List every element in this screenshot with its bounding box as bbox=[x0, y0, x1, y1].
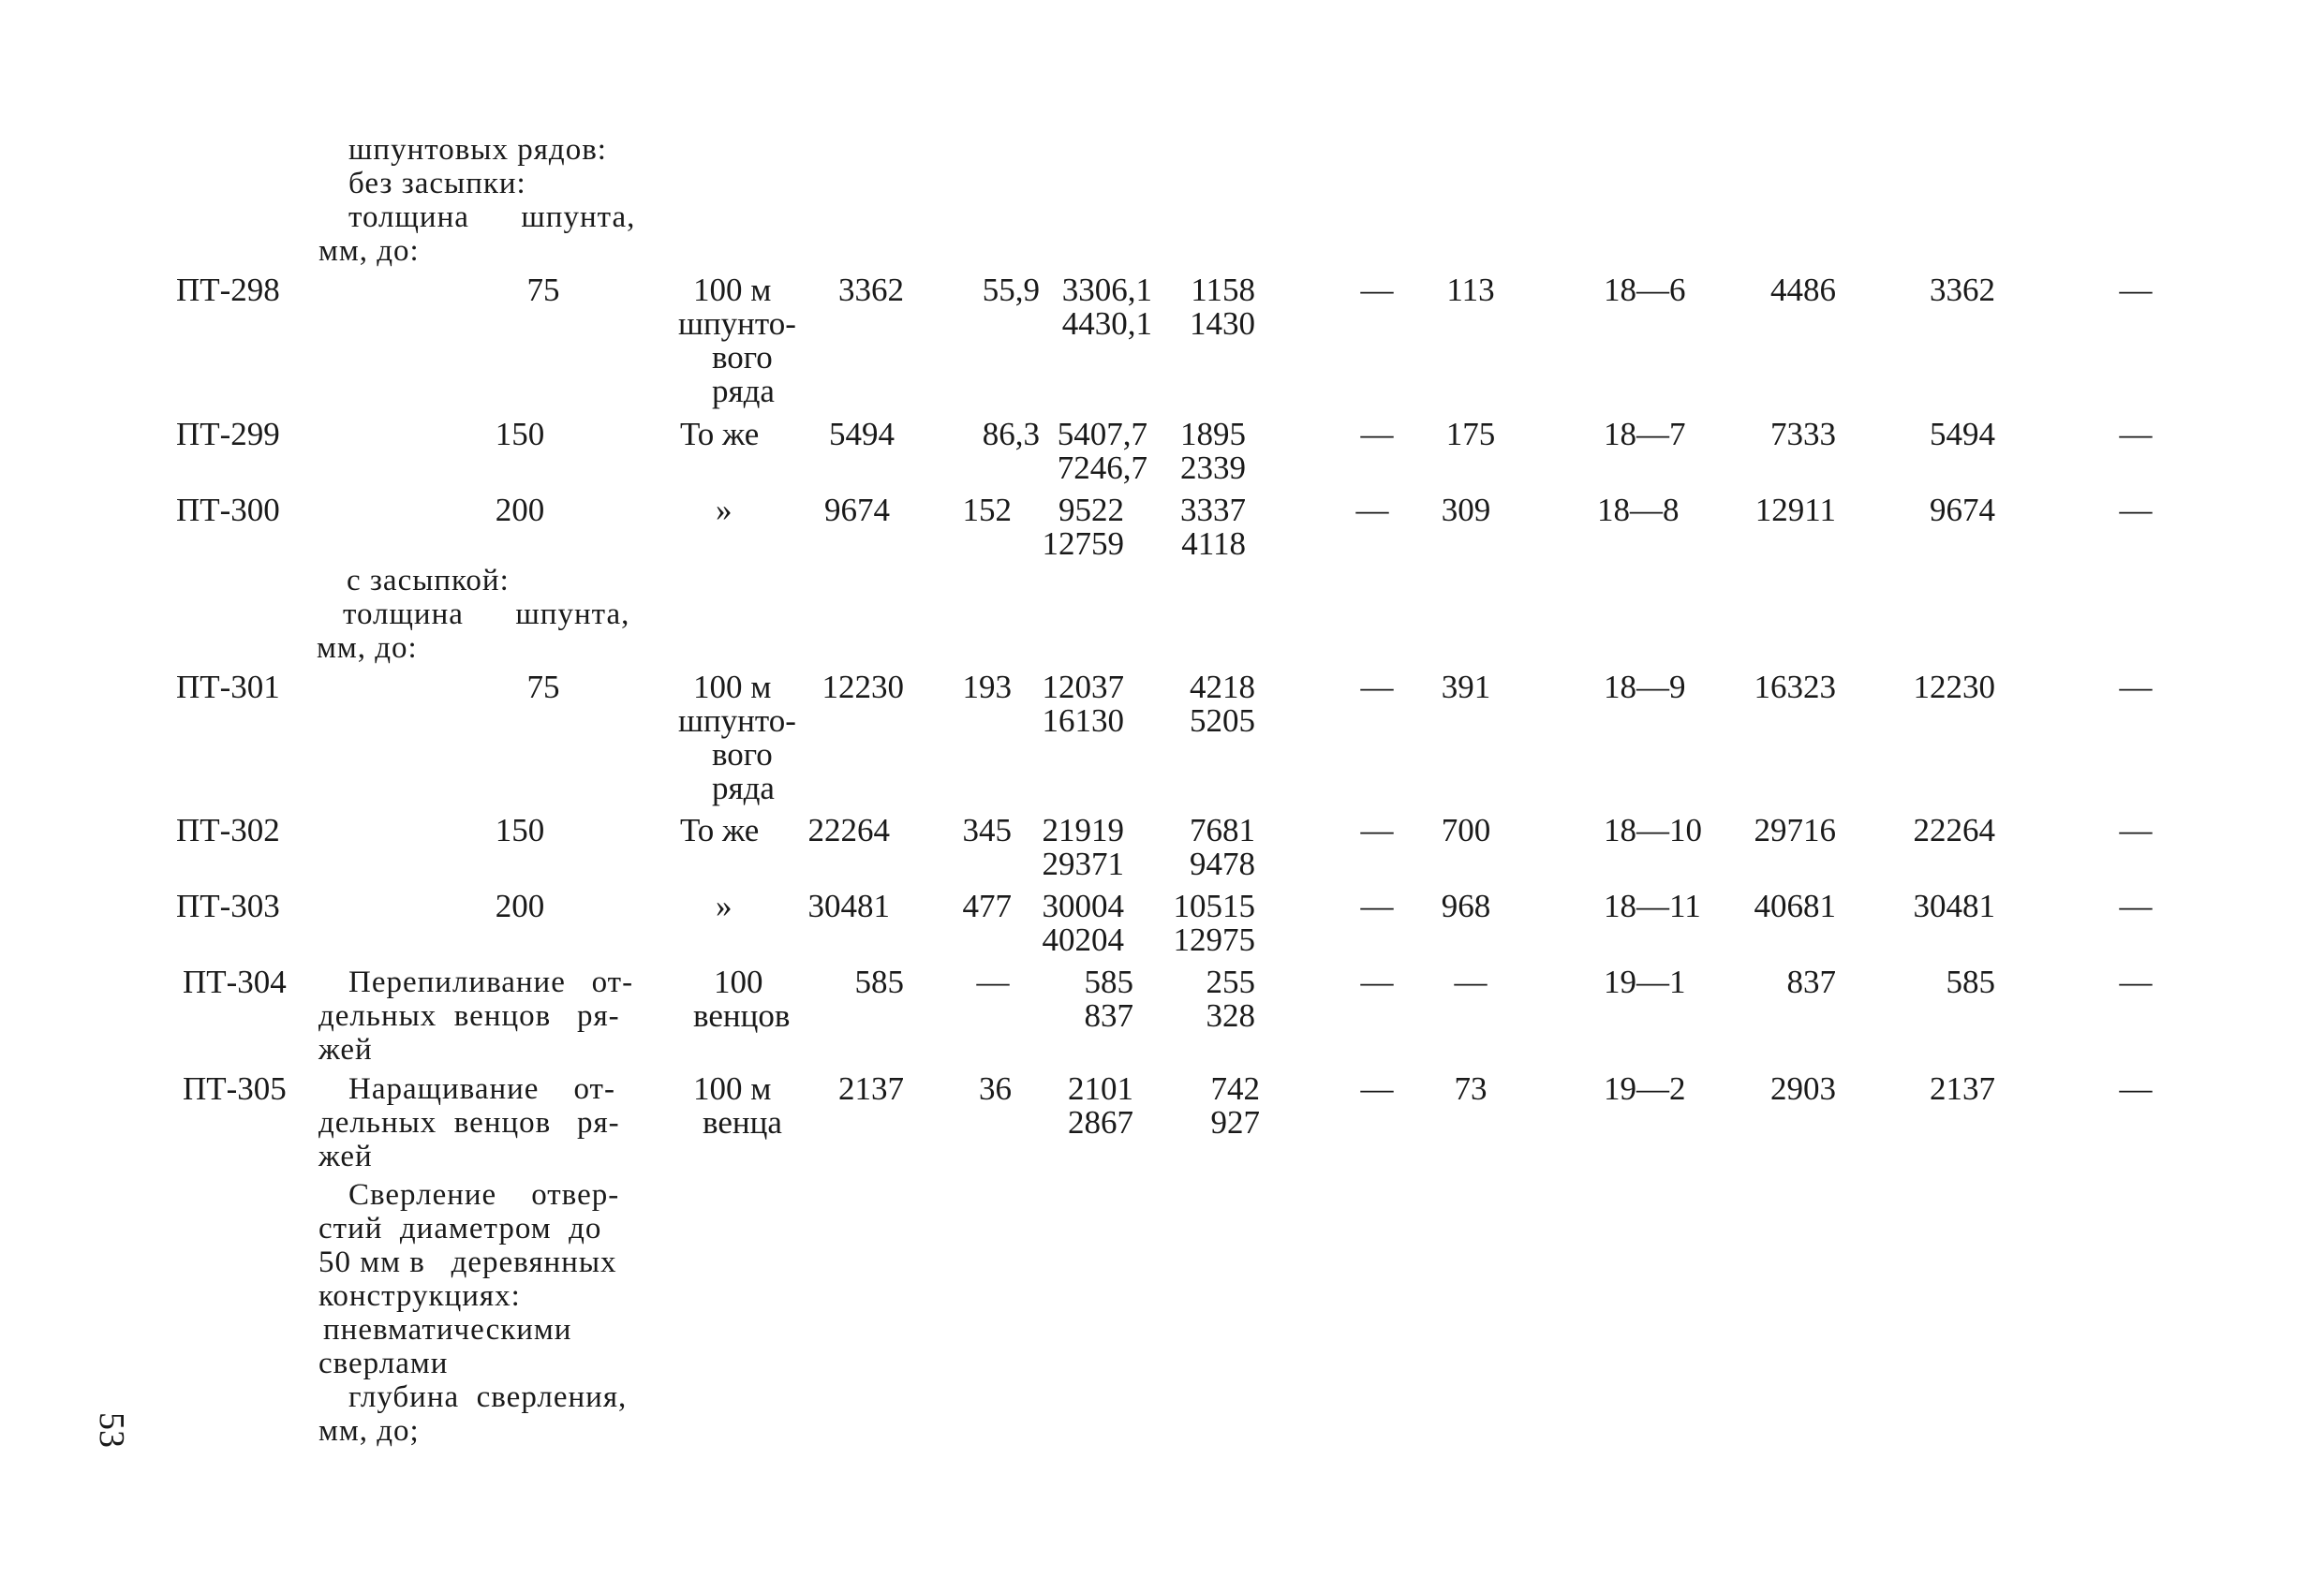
row-desc: дельных венцов ря- bbox=[318, 1106, 620, 1140]
row-c4: 9478 bbox=[1190, 846, 1255, 882]
row-c3: 3306,1 bbox=[1061, 272, 1152, 308]
row-c7: 19—1 bbox=[1604, 964, 1686, 1000]
section-text: мм, до: bbox=[317, 631, 418, 665]
row-c6: 113 bbox=[1446, 272, 1495, 308]
row-c7: 19—2 bbox=[1604, 1070, 1686, 1107]
row-c10: — bbox=[2119, 272, 2153, 308]
row-c4: 12975 bbox=[1173, 921, 1255, 958]
row-c8: 2903 bbox=[1770, 1070, 1836, 1107]
row-c5: — bbox=[1360, 812, 1394, 848]
row-c7: 18—10 bbox=[1604, 812, 1702, 848]
row-c7: 18—7 bbox=[1604, 416, 1686, 452]
row-unit: 100 bbox=[714, 964, 763, 1000]
row-c8: 29716 bbox=[1754, 812, 1836, 848]
section-text: 50 мм в деревянных bbox=[318, 1246, 617, 1279]
row-c1: 3362 bbox=[838, 272, 904, 308]
row-c7: 18—11 bbox=[1604, 888, 1701, 924]
section-text: глубина сверления, bbox=[348, 1380, 628, 1414]
row-c3: 40204 bbox=[1042, 921, 1124, 958]
row-c6: 391 bbox=[1441, 669, 1491, 705]
row-unit: То же bbox=[680, 812, 760, 848]
row-c9: 12230 bbox=[1913, 669, 1995, 705]
row-code: ПТ-301 bbox=[176, 669, 280, 705]
row-c3: 2101 bbox=[1068, 1070, 1133, 1107]
row-c3: 9522 bbox=[1058, 492, 1124, 528]
row-desc: жей bbox=[318, 1140, 373, 1173]
row-code: ПТ-304 bbox=[183, 964, 287, 1000]
row-c4: 927 bbox=[1210, 1104, 1260, 1141]
row-c9: 3362 bbox=[1930, 272, 1995, 308]
section-text: Сверление отвер- bbox=[348, 1178, 620, 1212]
row-desc: Наращивание от- bbox=[348, 1072, 615, 1106]
row-c4: 742 bbox=[1210, 1070, 1260, 1107]
row-c1: 22264 bbox=[807, 812, 890, 848]
row-c8: 837 bbox=[1786, 964, 1836, 1000]
row-c2: 193 bbox=[962, 669, 1012, 705]
row-unit: 100 м bbox=[693, 272, 772, 308]
row-c4: 7681 bbox=[1190, 812, 1255, 848]
row-unit: » bbox=[716, 492, 733, 528]
section-text: стий диаметром до bbox=[318, 1212, 602, 1246]
section-text: мм, до; bbox=[318, 1414, 420, 1448]
row-c10: — bbox=[2119, 964, 2153, 1000]
row-desc: дельных венцов ря- bbox=[318, 999, 620, 1033]
row-c4: 4118 bbox=[1181, 525, 1246, 562]
row-c7: 18—8 bbox=[1597, 492, 1680, 528]
row-desc: Перепиливание от- bbox=[348, 966, 634, 999]
row-c5: — bbox=[1360, 964, 1394, 1000]
row-c6: — bbox=[1454, 964, 1488, 1000]
row-c3: 21919 bbox=[1042, 812, 1124, 848]
row-desc: 150 bbox=[495, 812, 545, 848]
row-desc: жей bbox=[318, 1033, 373, 1067]
section-text: толщина шпунта, bbox=[343, 597, 630, 631]
row-c3: 16130 bbox=[1042, 702, 1124, 739]
row-c5: — bbox=[1360, 416, 1394, 452]
row-c6: 175 bbox=[1445, 416, 1496, 452]
row-c8: 7333 bbox=[1770, 416, 1836, 452]
row-c3: 12759 bbox=[1042, 525, 1124, 562]
row-c9: 2137 bbox=[1930, 1070, 1995, 1107]
row-c2: 152 bbox=[962, 492, 1012, 528]
row-c10: — bbox=[2119, 812, 2153, 848]
row-c3: 12037 bbox=[1042, 669, 1124, 705]
row-unit: ряда bbox=[712, 373, 775, 409]
row-c3: 29371 bbox=[1042, 846, 1124, 882]
row-c8: 40681 bbox=[1754, 888, 1836, 924]
section-text: пневматическими bbox=[323, 1313, 572, 1347]
row-c2: — bbox=[976, 964, 1010, 1000]
row-code: ПТ-302 bbox=[176, 812, 280, 848]
row-unit: шпунто- bbox=[678, 305, 796, 342]
row-c4: 255 bbox=[1206, 964, 1255, 1000]
row-c6: 309 bbox=[1441, 492, 1491, 528]
row-c6: 968 bbox=[1441, 888, 1491, 924]
row-c2: 55,9 bbox=[982, 272, 1040, 308]
row-unit: ряда bbox=[712, 770, 775, 806]
row-c1: 30481 bbox=[807, 888, 890, 924]
row-c3: 5407,7 bbox=[1057, 416, 1147, 452]
row-c5: — bbox=[1360, 669, 1394, 705]
row-c4: 328 bbox=[1206, 997, 1255, 1034]
row-c10: — bbox=[2119, 1070, 2153, 1107]
row-c1: 2137 bbox=[838, 1070, 904, 1107]
row-desc: 200 bbox=[495, 888, 545, 924]
row-unit: вого bbox=[712, 339, 773, 376]
section-text: мм, до: bbox=[318, 234, 420, 268]
row-c5: — bbox=[1355, 492, 1389, 528]
row-c4: 1158 bbox=[1191, 272, 1255, 308]
row-c8: 16323 bbox=[1754, 669, 1836, 705]
row-unit: » bbox=[716, 888, 733, 924]
row-c3: 30004 bbox=[1042, 888, 1124, 924]
row-c4: 5205 bbox=[1190, 702, 1255, 739]
row-code: ПТ-299 bbox=[176, 416, 280, 452]
row-code: ПТ-303 bbox=[176, 888, 280, 924]
row-c2: 86,3 bbox=[982, 416, 1040, 452]
row-c3: 7246,7 bbox=[1057, 450, 1147, 486]
page-number: 53 bbox=[92, 1412, 131, 1448]
row-code: ПТ-300 bbox=[176, 492, 280, 528]
row-unit: шпунто- bbox=[678, 702, 796, 739]
row-c6: 73 bbox=[1454, 1070, 1488, 1107]
row-desc: 150 bbox=[495, 416, 545, 452]
row-unit: 100 м bbox=[693, 1070, 772, 1107]
row-desc: 200 bbox=[495, 492, 545, 528]
row-unit: То же bbox=[680, 416, 760, 452]
section-text: сверлами bbox=[318, 1347, 449, 1380]
row-desc: 75 bbox=[526, 272, 560, 308]
row-code: ПТ-305 bbox=[183, 1070, 287, 1107]
row-c5: — bbox=[1360, 272, 1394, 308]
row-c4: 1895 bbox=[1180, 416, 1246, 452]
section-text: шпунтовых рядов: bbox=[348, 133, 607, 167]
row-c3: 2867 bbox=[1068, 1104, 1133, 1141]
row-c7: 18—6 bbox=[1604, 272, 1686, 308]
row-c10: — bbox=[2119, 669, 2153, 705]
row-c9: 30481 bbox=[1913, 888, 1995, 924]
section-text: конструкциях: bbox=[318, 1279, 521, 1313]
row-c10: — bbox=[2119, 416, 2153, 452]
row-c3: 4430,1 bbox=[1061, 305, 1152, 342]
row-unit: вого bbox=[712, 736, 773, 773]
row-desc: 75 bbox=[526, 669, 560, 705]
row-c1: 9674 bbox=[824, 492, 890, 528]
row-c8: 4486 bbox=[1770, 272, 1836, 308]
row-c8: 12911 bbox=[1754, 492, 1836, 528]
row-c4: 4218 bbox=[1190, 669, 1255, 705]
row-c7: 18—9 bbox=[1604, 669, 1686, 705]
row-c1: 12230 bbox=[822, 669, 904, 705]
row-c9: 9674 bbox=[1930, 492, 1995, 528]
row-c1: 585 bbox=[854, 964, 904, 1000]
section-text: толщина шпунта, bbox=[348, 200, 636, 234]
row-c10: — bbox=[2119, 492, 2153, 528]
row-c5: — bbox=[1360, 888, 1394, 924]
row-unit: венцов bbox=[693, 997, 791, 1034]
row-code: ПТ-298 bbox=[176, 272, 280, 308]
row-unit: венца bbox=[703, 1104, 782, 1141]
row-c9: 5494 bbox=[1930, 416, 1995, 452]
row-c6: 700 bbox=[1441, 812, 1491, 848]
row-c1: 5494 bbox=[829, 416, 895, 452]
section-text: с засыпкой: bbox=[347, 564, 510, 597]
row-c2: 477 bbox=[962, 888, 1012, 924]
row-c10: — bbox=[2119, 888, 2153, 924]
row-c4: 2339 bbox=[1180, 450, 1246, 486]
row-unit: 100 м bbox=[693, 669, 772, 705]
row-c3: 837 bbox=[1084, 997, 1133, 1034]
row-c9: 585 bbox=[1946, 964, 1995, 1000]
row-c4: 10515 bbox=[1173, 888, 1255, 924]
row-c9: 22264 bbox=[1913, 812, 1995, 848]
row-c5: — bbox=[1360, 1070, 1394, 1107]
row-c2: 36 bbox=[979, 1070, 1012, 1107]
row-c4: 1430 bbox=[1190, 305, 1255, 342]
row-c4: 3337 bbox=[1180, 492, 1246, 528]
row-c3: 585 bbox=[1084, 964, 1133, 1000]
section-text: без засыпки: bbox=[348, 167, 526, 200]
row-c2: 345 bbox=[962, 812, 1012, 848]
